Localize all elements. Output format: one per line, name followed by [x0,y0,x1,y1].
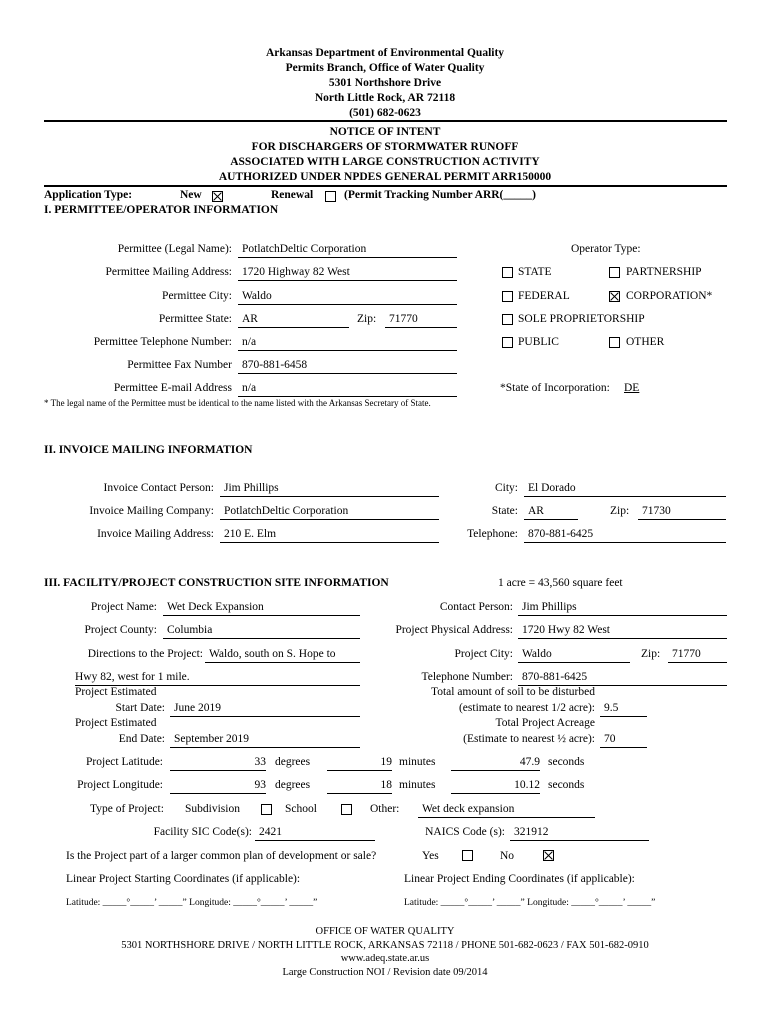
project-address-label: Project Physical Address: [395,624,513,636]
operator-partnership-checkbox[interactable] [609,267,620,278]
longitude-seconds-value: 10.12 [514,779,540,791]
project-type-other-label: Other: [370,803,400,815]
project-name-field[interactable] [163,601,360,616]
invoice-zip-field[interactable] [638,505,726,520]
section-2-title: II. INVOICE MAILING INFORMATION [44,444,253,456]
project-directions-value-2: Hwy 82, west for 1 mile. [75,671,190,683]
legal-name-label: Permittee (Legal Name): [117,243,232,255]
longitude-minutes-field[interactable] [327,779,392,794]
project-contact-value: Jim Phillips [522,601,577,613]
project-county-value: Columbia [167,624,213,636]
project-county-field[interactable] [163,624,360,639]
project-directions-field-1[interactable] [205,648,360,663]
end-date-label-2: End Date: [118,733,165,745]
project-zip-label: Zip: [641,648,661,660]
linear-start-coordinates[interactable]: Latitude: _____°_____’ _____” Longitude: _____°_____’ _____” [66,898,318,908]
title-line-1: NOTICE OF INTENT [329,126,441,138]
invoice-city-field[interactable] [524,482,726,497]
common-plan-no-checkbox[interactable] [543,850,554,861]
permittee-city-label: Permittee City: [162,290,232,302]
latitude-seconds-unit: seconds [548,756,585,768]
operator-public-label: PUBLIC [518,336,559,348]
invoice-zip-label: Zip: [610,505,630,517]
footer-revision: Large Construction NOI / Revision date 09/2014 [282,966,488,978]
permittee-state-value: AR [242,313,258,325]
header-divider-bottom [44,185,727,187]
legal-name-value: PotlatchDeltic Corporation [242,243,367,255]
invoice-tel-field[interactable] [524,528,726,543]
permittee-fax-label: Permittee Fax Number [127,359,232,371]
incorporation-value[interactable]: DE [624,382,640,394]
application-new-checkbox[interactable] [212,191,223,202]
naics-code-label: NAICS Code (s): [425,826,505,838]
mailing-address-value: 1720 Highway 82 West [242,266,350,278]
application-type-label: Application Type: [44,189,133,201]
project-name-label: Project Name: [90,601,157,613]
project-tel-value: 870-881-6425 [522,671,588,683]
end-date-label-1: Project Estimated [75,717,157,729]
footer-office: OFFICE OF WATER QUALITY [315,926,455,937]
project-name-value: Wet Deck Expansion [167,601,264,613]
permittee-zip-field[interactable] [385,313,457,328]
latitude-minutes-value: 19 [380,756,392,768]
invoice-tel-value: 870-881-6425 [528,528,594,540]
latitude-degrees-unit: degrees [275,756,311,768]
soil-field[interactable] [600,702,647,717]
project-county-label: Project County: [84,624,157,636]
permittee-city-value: Waldo [242,290,272,302]
common-plan-question: Is the Project part of a larger common plan of development or sale? [66,850,377,862]
common-plan-no-label: No [500,850,515,862]
latitude-minutes-field[interactable] [327,756,392,771]
longitude-label: Project Longitude: [77,779,163,791]
invoice-company-label: Invoice Mailing Company: [89,505,214,517]
permittee-city-field[interactable] [238,290,457,305]
permit-tracking-number: (Permit Tracking Number ARR(_____) [344,189,536,201]
permittee-tel-field[interactable] [238,336,457,351]
latitude-seconds-field[interactable] [451,756,540,771]
project-city-field[interactable] [518,648,630,663]
latitude-label: Project Latitude: [86,756,163,768]
invoice-address-value: 210 E. Elm [224,528,277,540]
operator-other-checkbox[interactable] [609,337,620,348]
permittee-zip-value: 71770 [389,313,418,325]
project-city-value: Waldo [522,648,552,660]
agency-street: 5301 Northshore Drive [328,77,442,89]
acreage-field[interactable] [600,733,647,748]
agency-header [0,46,770,121]
permittee-state-label: Permittee State: [158,313,232,325]
project-type-other-value: Wet deck expansion [422,803,515,815]
invoice-company-field[interactable] [220,505,439,520]
incorporation-label: *State of Incorporation: [500,382,610,394]
longitude-degrees-field[interactable] [170,779,266,794]
footer-url[interactable]: www.adeq.state.ar.us [340,953,430,964]
agency-branch: Permits Branch, Office of Water Quality [285,62,485,74]
project-type-subdivision-checkbox[interactable] [261,804,272,815]
latitude-degrees-field[interactable] [170,756,266,771]
project-tel-label: Telephone Number: [421,671,513,683]
end-date-field[interactable] [170,733,360,748]
latitude-seconds-value: 47.9 [519,756,540,768]
invoice-city-value: El Dorado [528,482,576,494]
project-zip-value: 71770 [672,648,701,660]
invoice-address-label: Invoice Mailing Address: [97,528,214,540]
invoice-city-label: City: [494,482,518,494]
project-contact-field[interactable] [518,601,727,616]
linear-end-label: Linear Project Ending Coordinates (if applicable): [404,873,635,885]
start-date-label-2: Start Date: [115,702,165,714]
invoice-contact-label: Invoice Contact Person: [103,482,214,494]
title-line-3: ASSOCIATED WITH LARGE CONSTRUCTION ACTIVITY [230,156,540,168]
application-new-label: New [180,189,202,201]
section-3-title: III. FACILITY/PROJECT CONSTRUCTION SITE INFORMATION [44,577,389,589]
legal-name-footnote: * The legal name of the Permittee must be identical to the name listed with the Arkansas Secretary of State. [44,398,431,408]
operator-federal-label: FEDERAL [518,290,570,302]
project-address-field[interactable] [518,624,727,639]
acre-conversion-note: 1 acre = 43,560 square feet [498,577,623,589]
operator-state-checkbox[interactable] [502,267,513,278]
permittee-zip-label: Zip: [357,313,377,325]
mailing-address-label: Permittee Mailing Address: [105,266,232,278]
agency-name: Arkansas Department of Environmental Quality [265,47,505,59]
page-footer [0,925,770,979]
acreage-label-2: (Estimate to nearest ½ acre): [463,733,595,745]
latitude-minutes-unit: minutes [399,756,436,768]
permittee-fax-value: 870-881-6458 [242,359,308,371]
operator-public-checkbox[interactable] [502,337,513,348]
operator-corporation-checkbox[interactable] [609,291,620,302]
invoice-state-value: AR [528,505,544,517]
invoice-contact-field[interactable] [220,482,439,497]
project-address-value: 1720 Hwy 82 West [522,624,610,636]
start-date-label-1: Project Estimated [75,686,157,698]
operator-sole-proprietorship-checkbox[interactable] [502,314,513,325]
acreage-label-1: Total Project Acreage [495,717,595,729]
invoice-company-value: PotlatchDeltic Corporation [224,505,349,517]
soil-label-2: (estimate to nearest 1/2 acre): [458,702,595,714]
permittee-email-field[interactable] [238,382,457,397]
longitude-degrees-value: 93 [254,779,266,791]
sic-code-field[interactable] [255,826,375,841]
longitude-minutes-unit: minutes [399,779,436,791]
header-divider-top [44,120,727,122]
agency-city: North Little Rock, AR 72118 [314,92,456,104]
invoice-state-label: State: [491,505,518,517]
footer-address: 5301 NORTHSHORE DRIVE / NORTH LITTLE ROCK, ARKANSAS 72118 / PHONE 501-682-0623 / FAX 501-682-0910 [121,939,649,951]
invoice-state-field[interactable] [524,505,578,520]
invoice-address-field[interactable] [220,528,439,543]
project-directions-label: Directions to the Project: [87,648,203,660]
operator-type-label: Operator Type: [571,243,641,255]
project-directions-value-1: Waldo, south on S. Hope to [209,648,336,660]
operator-other-label: OTHER [626,336,665,348]
longitude-minutes-value: 18 [380,779,392,791]
sic-code-label: Facility SIC Code(s): [153,826,252,838]
operator-federal-checkbox[interactable] [502,291,513,302]
permittee-tel-label: Permittee Telephone Number: [93,336,232,348]
project-tel-field[interactable] [518,671,727,686]
permittee-fax-field[interactable] [238,359,457,374]
project-type-subdivision-label: Subdivision [185,803,240,815]
project-contact-label: Contact Person: [439,601,513,613]
latitude-degrees-value: 33 [254,756,266,768]
project-city-label: Project City: [454,648,513,660]
linear-end-coordinates[interactable]: Latitude: _____°_____’ _____” Longitude: _____°_____’ _____” [404,898,656,908]
operator-partnership-label: PARTNERSHIP [626,266,702,278]
project-type-school-checkbox[interactable] [341,804,352,815]
form-title [0,125,770,185]
application-renewal-checkbox[interactable] [325,191,336,202]
naics-code-field[interactable] [510,826,649,841]
title-line-2: FOR DISCHARGERS OF STORMWATER RUNOFF [251,141,519,153]
longitude-seconds-unit: seconds [548,779,585,791]
operator-corporation-label: CORPORATION* [626,290,713,302]
longitude-degrees-unit: degrees [275,779,311,791]
operator-sole-proprietorship-label: SOLE PROPRIETORSHIP [518,313,645,325]
acreage-value: 70 [604,733,616,745]
permittee-email-label: Permittee E-mail Address [113,382,232,394]
mailing-address-field[interactable] [238,266,457,281]
soil-label-1: Total amount of soil to be disturbed [430,686,595,698]
section-1-title: I. PERMITTEE/OPERATOR INFORMATION [44,204,279,216]
invoice-contact-value: Jim Phillips [224,482,279,494]
sic-code-value: 2421 [259,826,282,838]
project-type-other-field[interactable] [418,803,595,818]
project-zip-field[interactable] [668,648,727,663]
longitude-seconds-field[interactable] [451,779,540,794]
project-type-school-label: School [285,803,317,815]
operator-state-label: STATE [518,266,552,278]
legal-name-field[interactable] [238,243,457,258]
linear-start-label: Linear Project Starting Coordinates (if applicable): [66,873,301,885]
permittee-tel-value: n/a [242,336,257,348]
common-plan-yes-checkbox[interactable] [462,850,473,861]
invoice-tel-label: Telephone: [467,528,518,540]
title-line-4: AUTHORIZED UNDER NPDES GENERAL PERMIT ARR150000 [218,171,552,183]
invoice-zip-value: 71730 [642,505,671,517]
permittee-email-value: n/a [242,382,257,394]
start-date-field[interactable] [170,702,360,717]
permittee-state-field[interactable] [238,313,349,328]
project-type-label: Type of Project: [90,803,164,815]
soil-value: 9.5 [604,702,619,714]
agency-phone: (501) 682-0623 [349,107,421,119]
project-directions-field-2[interactable] [75,671,360,686]
naics-code-value: 321912 [514,826,549,838]
application-renewal-label: Renewal [271,189,314,201]
end-date-value: September 2019 [174,733,250,745]
start-date-value: June 2019 [174,702,221,714]
common-plan-yes-label: Yes [422,850,439,862]
